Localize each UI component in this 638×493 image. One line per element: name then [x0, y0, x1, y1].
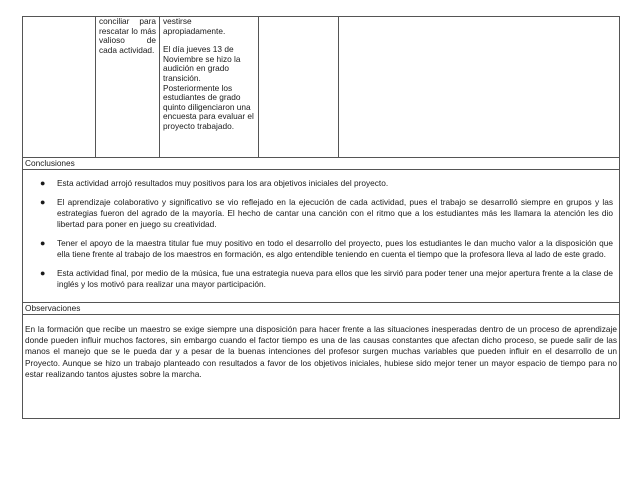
list-item [40, 238, 613, 260]
conclusiones-list [29, 178, 613, 290]
list-item [40, 197, 613, 230]
empty-cell [259, 17, 339, 158]
activity-table [22, 16, 620, 419]
bullet-icon: ● [40, 268, 46, 278]
bullet-icon: ● [40, 197, 46, 207]
list-item [40, 268, 613, 290]
bullet-icon: ● [40, 238, 46, 248]
list-item-text: Esta actividad final, por medio de la música, fue una estrategia nueva para ellos que les sirvió para poder tener una mejor apertura frente a la clase de inglés y los motivó para realizar una mayor participación. [57, 268, 613, 289]
list-item [40, 178, 613, 189]
strategy-cell [96, 17, 160, 158]
empty-cell [339, 17, 620, 158]
list-item-text: El aprendizaje colaborativo y significativo se vio reflejado en la ejecución de cada actividad, pues el trabajo se desarrolló siempre en grupos y las estrategias fueron del agrado de la mayoría. El hecho de cantar una canción con el ritmo que a los estudiantes más les llamara la atención les dio libertad para poner en juego su creatividad. [57, 197, 613, 229]
bullet-icon: ● [40, 178, 46, 188]
conclusiones-body-row [23, 170, 620, 303]
conclusiones-title: Conclusiones [23, 158, 620, 170]
list-item-text: Esta actividad arrojó resultados muy positivos para los ara objetivos iniciales del proyecto. [57, 178, 389, 188]
description-text-1: vestirse apropiadamente. [163, 16, 226, 36]
observaciones-body [23, 315, 620, 419]
observaciones-title: Observaciones [23, 303, 620, 315]
activity-row [23, 17, 620, 158]
conclusiones-header-row [23, 158, 620, 170]
conclusiones-body [23, 170, 620, 303]
observaciones-body-row [23, 315, 620, 419]
description-text-2: El día jueves 13 de Noviembre se hizo la audición en grado transición. Posteriormente los estudiantes de grado quinto diligenciaron una encuesta para evaluar el proyecto trabajado. [163, 44, 254, 131]
document-page [22, 16, 619, 419]
description-cell [160, 17, 259, 158]
observaciones-header-row [23, 303, 620, 315]
observaciones-text: En la formación que recibe un maestro se exige siempre una disposición para hacer frente a las situaciones inesperadas dentro de un proceso de aprendizaje donde pueden influir muchos factores, sin embargo cuando el factor tiempo es una de las causas constantes que afectan dicho proceso, se puede salir de las manos el manejo que se le pueda dar y a pesar de la buenas intenciones del profesor surgen muchas variables que pueden influir en el desarrollo de un Proyecto. Aunque se hizo un trabajo planteado con resultados a favor de los objetivos iniciales, hubiese sido mejor tener un mayor espacio de tiempo para no estar realizando tantos ajustes sobre la marcha. [25, 324, 617, 379]
empty-cell [23, 17, 96, 158]
strategy-text: conciliar para rescatar lo más valioso de cada actividad. [99, 16, 156, 55]
list-item-text: Tener el apoyo de la maestra titular fue muy positivo en todo el desarrollo del proyecto, pues los estudiantes le dan mucho valor a la disposición que ella tiene frente al trabajo de los maestros en formación, es algo entendible teniendo en cuenta el tiempo que la profesora lleva al lado de este grado. [57, 238, 613, 259]
